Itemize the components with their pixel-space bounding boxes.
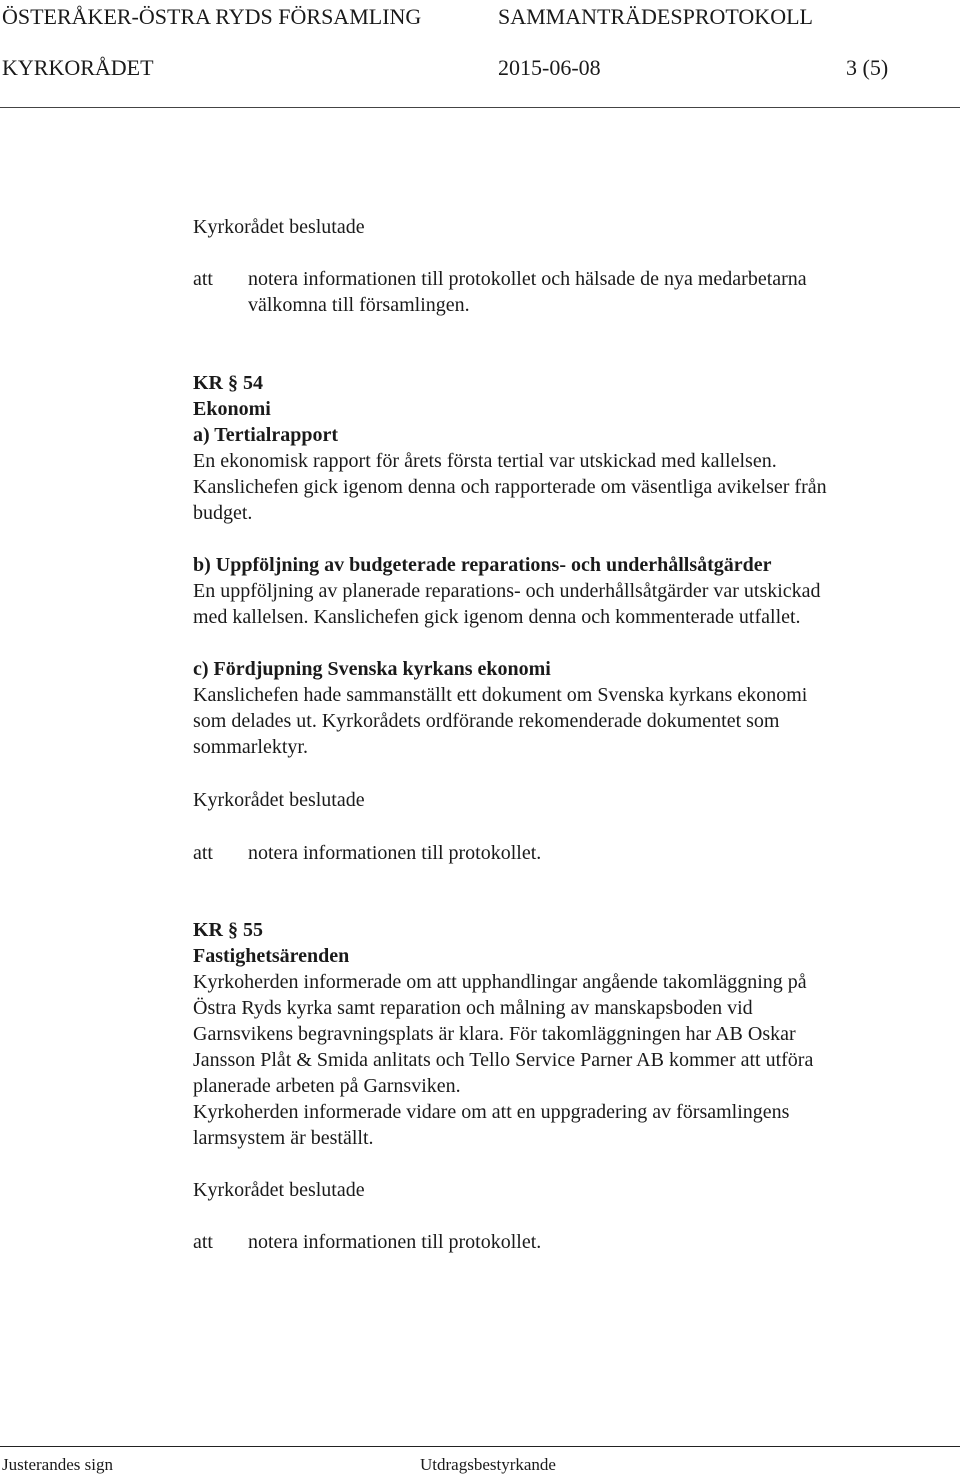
- footer-divider: [0, 1446, 960, 1447]
- header-divider: [0, 107, 960, 108]
- kr55-section: [193, 917, 913, 1151]
- kr54-title: Ekonomi: [193, 398, 271, 420]
- kr54-b-section: [193, 552, 913, 630]
- decision-line: välkomna till församlingen.: [248, 294, 470, 316]
- kr54-b-title: b) Uppföljning av budgeterade reparations- och underhållsåtgärder: [193, 554, 772, 576]
- footer-justerandes-sign: Justerandes sign: [2, 1455, 113, 1474]
- kr54-b-line: med kallelsen. Kanslichefen gick igenom denna och kommenterade utfallet.: [193, 606, 801, 628]
- decision-line: notera informationen till protokollet.: [248, 842, 542, 864]
- kr54-b-line: En uppföljning av planerade reparations- och underhållsåtgärder var utskickad: [193, 580, 821, 602]
- kr54-section: [193, 370, 913, 526]
- kr54-c-line: som delades ut. Kyrkorådets ordförande rekomenderade dokumentet som: [193, 710, 780, 732]
- header-doc-type: SAMMANTRÄDESPROTOKOLL: [498, 4, 813, 29]
- kr54-c-title: c) Fördjupning Svenska kyrkans ekonomi: [193, 658, 551, 680]
- kr55-line: Kyrkoherden informerade vidare om att en uppgradering av församlingens: [193, 1101, 790, 1123]
- kr55-title: Fastighetsärenden: [193, 945, 350, 967]
- kr54-decided-heading: Kyrkorådet beslutade: [193, 789, 365, 811]
- decision-line: notera informationen till protokollet.: [248, 1231, 542, 1253]
- kr55-line: Östra Ryds kyrka samt reparation och målning av manskapsboden vid: [193, 997, 753, 1019]
- header-parish: ÖSTERÅKER-ÖSTRA RYDS FÖRSAMLING: [2, 4, 422, 29]
- att-label: att: [193, 1231, 213, 1253]
- kr54-a-line: En ekonomisk rapport för årets första tertial var utskickad med kallelsen.: [193, 450, 777, 472]
- kr54-number: KR § 54: [193, 372, 263, 394]
- kr55-line: Garnsvikens begravningsplats är klara. För takomläggningen har AB Oskar: [193, 1023, 796, 1045]
- att-label: att: [193, 268, 213, 290]
- decision-line: notera informationen till protokollet och hälsade de nya medarbetarna: [248, 268, 807, 290]
- kr54-a-title: a) Tertialrapport: [193, 424, 338, 446]
- kr55-line: planerade arbeten på Garnsviken.: [193, 1075, 461, 1097]
- kr55-number: KR § 55: [193, 919, 263, 941]
- kr55-decided-heading: Kyrkorådet beslutade: [193, 1179, 365, 1201]
- kr54-c-line: sommarlektyr.: [193, 736, 308, 758]
- kr55-line: Kyrkoherden informerade om att upphandlingar angående takomläggning på: [193, 971, 807, 993]
- footer-utdragsbestyrkande: Utdragsbestyrkande: [420, 1455, 556, 1474]
- header-page-number: 3 (5): [846, 55, 889, 80]
- kr54-c-section: [193, 656, 913, 760]
- header-date: 2015-06-08: [498, 55, 601, 80]
- kr55-line: Jansson Plåt & Smida anlitats och Tello Service Parner AB kommer att utföra: [193, 1049, 814, 1071]
- kr54-a-line: Kanslichefen gick igenom denna och rapporterade om väsentliga avikelser från: [193, 476, 827, 498]
- att-label: att: [193, 842, 213, 864]
- prev-decided-heading: Kyrkorådet beslutade: [193, 216, 365, 238]
- kr54-c-line: Kanslichefen hade sammanställt ett dokument om Svenska kyrkans ekonomi: [193, 684, 808, 706]
- kr54-a-line: budget.: [193, 502, 253, 524]
- header-board: KYRKORÅDET: [2, 55, 154, 80]
- kr55-line: larmsystem är beställt.: [193, 1127, 374, 1149]
